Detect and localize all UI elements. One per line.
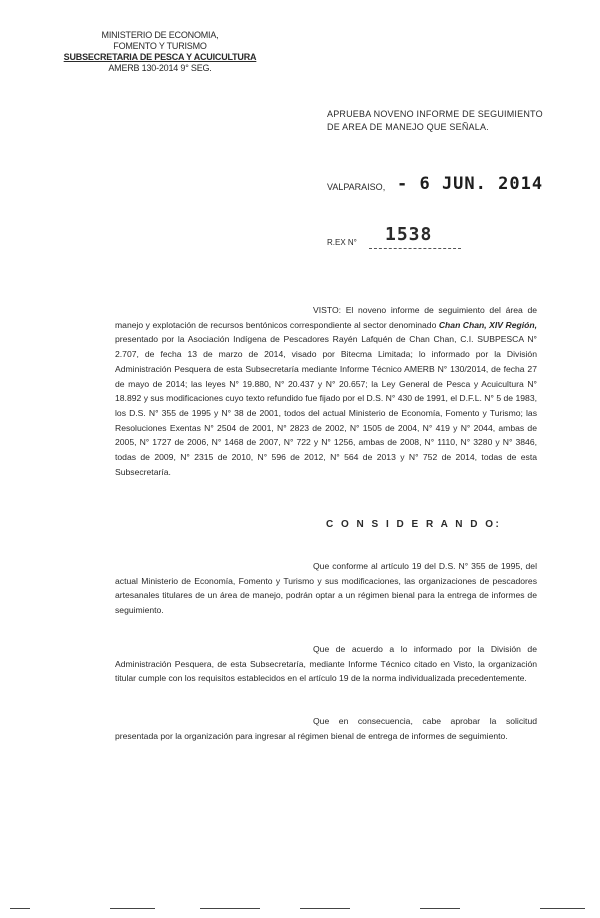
- visto-label: VISTO:: [313, 305, 342, 315]
- resolution-number-block: [327, 224, 527, 250]
- visto-sector: Chan Chan, XIV Región,: [438, 319, 537, 330]
- ministry-header: [60, 30, 260, 74]
- visto-paragraph: [115, 303, 537, 479]
- date-row: [327, 174, 567, 198]
- footer-rule: [0, 902, 600, 914]
- visto-text: El noveno informe de seguimiento del área de manejo y explotación de recursos bentónicos correspondiente al sector denominado: [115, 305, 537, 330]
- considerando-text-2: Que de acuerdo a lo informado por la División de Administración Pesquera, de esta Subsecretaría, mediante Informe Técnico citado en Visto, la organización titular cumple con los requisitos establecidos en el artículo 19 de la norma individualizada precedentemente.: [115, 644, 537, 684]
- footer-segment: [540, 908, 585, 909]
- considerando-heading: C O N S I D E R A N D O:: [326, 519, 502, 530]
- resolution-subject: APRUEBA NOVENO INFORME DE SEGUIMIENTO DE AREA DE MANEJO QUE SEÑALA.: [327, 109, 543, 132]
- footer-segment: [300, 908, 350, 909]
- footer-segment: [420, 908, 460, 909]
- resolution-label: R.EX N°: [327, 238, 357, 247]
- footer-segment: [200, 908, 260, 909]
- subsecretaria-name: SUBSECRETARIA DE PESCA Y ACUICULTURA: [63, 52, 257, 62]
- footer-segment: [10, 908, 30, 909]
- considerando-text-3: Que en consecuencia, cabe aprobar la solicitud presentada por la organización para ingresar al régimen bienal de entrega de informes de seguimiento.: [115, 716, 537, 741]
- considerando-paragraph-1: [115, 559, 537, 618]
- date-place: VALPARAISO,: [327, 182, 386, 192]
- ministry-name: MINISTERIO DE ECONOMIA,: [101, 30, 219, 40]
- visto-text-cont: presentado por la Asociación Indígena de Pescadores Rayén Lafquén de Chan Chan, C.I. SUBPESCA N° 2.707, de fecha 13 de marzo de 2014, visado por Bitecma Limitada; lo informado por la División Administración Pesquera de esta Subsecretaría mediante Informe Técnico AMERB N° 130/2014, de fecha 27 de mayo de 2014; las leyes N° 19.880, N° 20.437 y N° 20.657; la Ley General de Pesca y Acuicultura N° 18.892 y sus modificaciones cuyo texto refundido fue fijado por el D.S. N° 430 de 1991, el D.F.L. N° 5 de 1983, los D.S. N° 355 de 1995 y N° 38 de 2001, todos del actual Ministerio de Economía, Fomento y Turismo; las Resoluciones Exentas N° 2504 de 2001, N° 2823 de 2002, N° 1505 de 2004, N° 419 y N° 2044, ambas de 2005, N° 1727 de 2006, N° 1468 de 2007, N° 722 y N° 1256, ambas de 2008, N° 1110, N° 3280 y N° 3846, todas de 2009, N° 2315 de 2010, N° 596 de 2012, N° 564 de 2013 y N° 752 de 2014, todas de esta Subsecretaría.: [115, 334, 537, 477]
- resolution-number-line: [369, 248, 461, 249]
- considerando-paragraph-2: [115, 642, 537, 686]
- footer-segment: [110, 908, 155, 909]
- considerando-paragraph-3: [115, 714, 537, 743]
- considerando-text-1: Que conforme al artículo 19 del D.S. N° 355 de 1995, del actual Ministerio de Economía, Fomento y Turismo y sus modificaciones, las organizaciones de pescadores artesanales titulares de un área de manejo, podrán optar a un régimen bienal para la entrega de informes de seguimiento.: [115, 561, 537, 616]
- resolution-number: 1538: [385, 224, 433, 245]
- date-stamp: - 6 JUN. 2014: [397, 174, 544, 194]
- ministry-name-cont: FOMENTO Y TURISMO: [113, 41, 207, 51]
- reference-code: AMERB 130-2014 9° SEG.: [108, 63, 212, 73]
